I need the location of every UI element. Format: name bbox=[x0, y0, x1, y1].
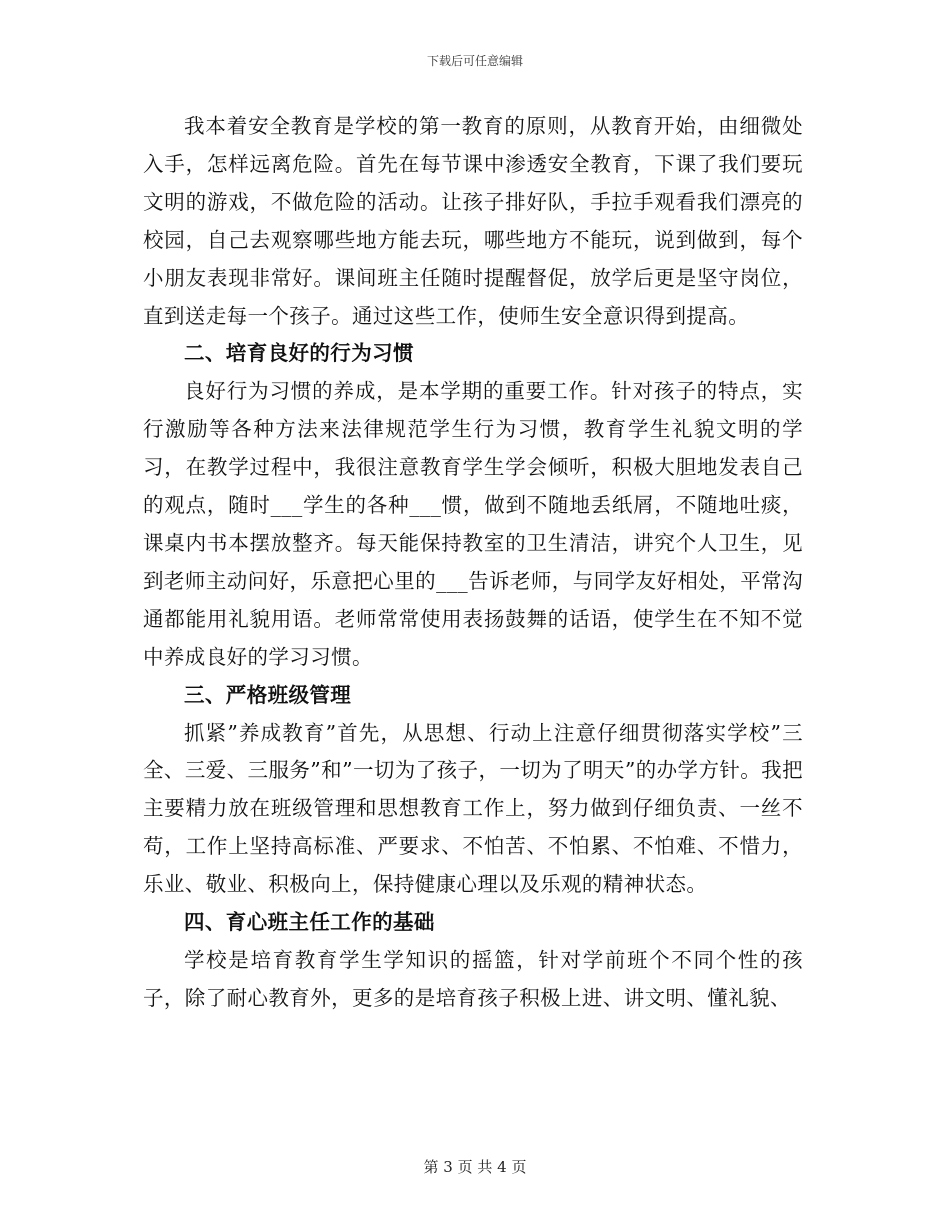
section-heading-behavior-habits: 二、培育良好的行为习惯 bbox=[184, 341, 414, 366]
page-header-note: 下载后可任意编辑 bbox=[426, 54, 523, 68]
section-heading-class-management: 三、严格班级管理 bbox=[184, 682, 352, 707]
paragraph-heart-education: 学校是培育教育学生学知识的摇篮，针对学前班个不同个性的孩子，除了耐心教育外，更多的是培育孩子积极上进、讲文明、懂礼貌、 bbox=[143, 947, 803, 1010]
page-number: 第 3 页 共 4 页 bbox=[423, 1158, 527, 1176]
paragraph-safety-education: 我本着安全教育是学校的第一教育的原则，从教育开始，由细微处入手，怎样远离危险。首先在每节课中渗透安全教育，下课了我们要玩文明的游戏，不做危险的活动。让孩子排好队，手拉手观看我们漂亮的校园，自己去观察哪些地方能去玩，哪些地方不能玩，说到做到，每个小朋友表现非常好。课间班主任随时提醒督促，放学后更是坚守岗位，直到送走每一个孩子。通过这些工作，使师生安全意识得到提高。 bbox=[143, 114, 803, 328]
document-body bbox=[143, 108, 803, 1018]
section-heading-heart-education: 四、育心班主任工作的基础 bbox=[184, 910, 435, 935]
paragraph-behavior-habits: 良好行为习惯的养成，是本学期的重要工作。针对孩子的特点，实行激励等各种方法来法律规范学生行为习惯，教育学生礼貌文明的学习，在教学过程中，我很注意教育学生学会倾听，积极大胆地发表自己的观点，随时___学生的各种___惯，做到不随地丢纸屑，不随地吐痰，课桌内书本摆放整齐。每天能保持教室的卫生清洁，讲究个人卫生，见到老师主动问好，乐意把心里的___告诉老师，与同学友好相处，平常沟通都能用礼貌用语。老师常常使用表扬鼓舞的话语，使学生在不知不觉中养成良好的学习习惯。 bbox=[143, 379, 803, 669]
paragraph-class-management: 抓紧”养成教育”首先，从思想、行动上注意仔细贯彻落实学校”三全、三爱、三服务”和”一切为了孩子，一切为了明天”的办学方针。我把主要精力放在班级管理和思想教育工作上，努力做到仔细负责、一丝不苟，工作上坚持高标准、严要求、不怕苦、不怕累、不怕难、不惜力，乐业、敬业、积极向上，保持健康心理以及乐观的精神状态。 bbox=[143, 720, 803, 897]
